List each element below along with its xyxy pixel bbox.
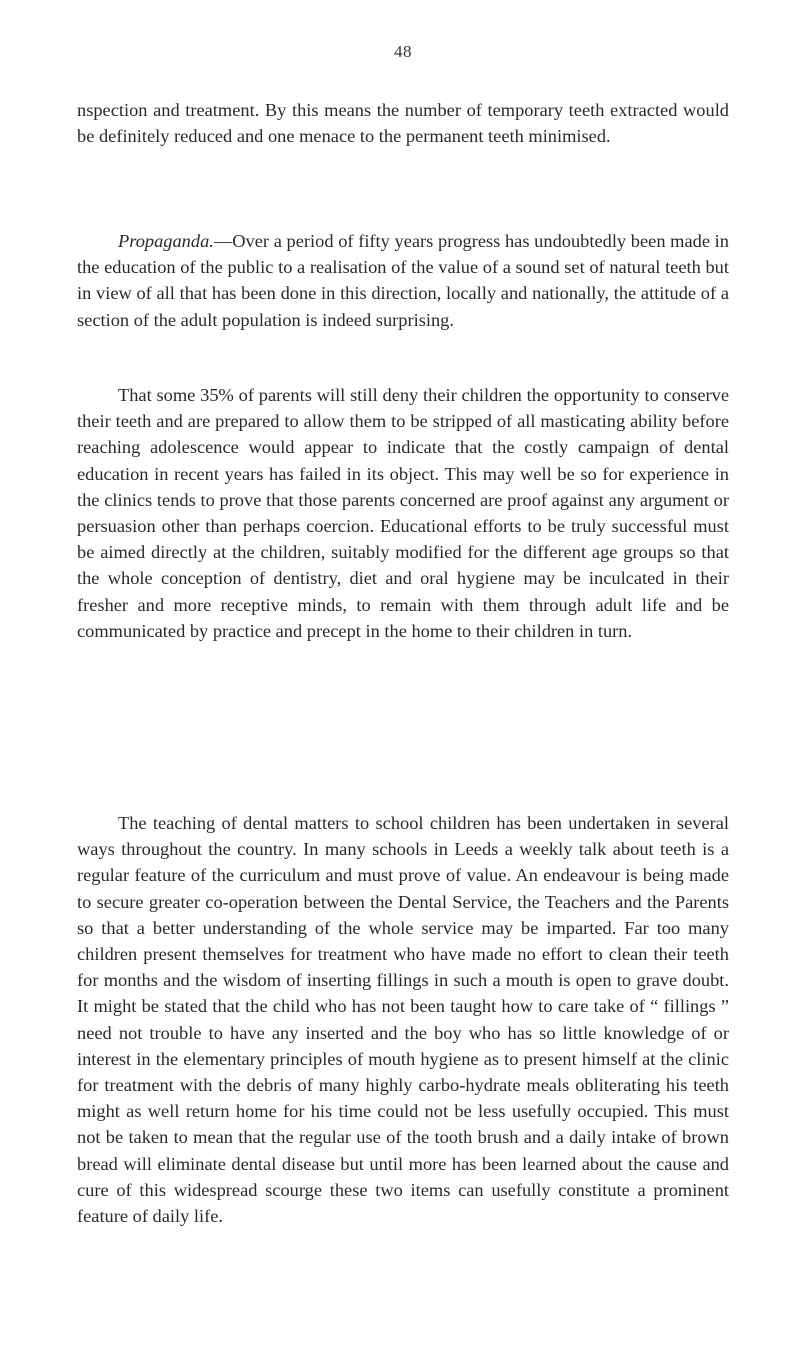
paragraph-parents-percentage: That some 35% of parents will still deny their children the opportunity to conserve their teeth and are prepared to allow them to be stripped of all masticating ability before reaching adolescence would appear to indicate that the costly campaign of dental education in recent years has failed in its object. This may well be so for experience in the clinics tends to prove that those parents concerned are proof against any argument or persuasion other than perhaps coercion. Educational efforts to be truly successful must be aimed directly at the children, suitably modified for the different age groups so that the whole conception of dentistry, diet and oral hygiene may be inculcated in their fresher and more receptive minds, to remain with them through adult life and be communicated by practice and precept in the home to their children in turn. bbox=[77, 385, 729, 641]
paragraph-teaching-dental-matters: The teaching of dental matters to school children has been undertaken in several ways throughout the country. In many schools in Leeds a weekly talk about teeth is a regular feature of the curriculum and must prove of value. An endeavour is being made to secure greater co-operation between the Dental Service, the Teachers and the Parents so that a better understanding of the whole service may be imparted. Far too many children present themselves for treatment who have made no effort to clean their teeth for months and the wisdom of inserting fillings in such a mouth is open to grave doubt. It might be stated that the child who has not been taught how to care take of “ fillings ” need not trouble to have any inserted and the boy who has so little knowledge of or interest in the elementary principles of mouth hygiene as to present himself at the clinic for treatment with the debris of many highly carbo-hydrate meals obliterating his teeth might as well return home for his time could not be less usefully occupied. This must not be taken to mean that the regular use of the tooth brush and a daily intake of brown bread will eliminate dental disease but until more has been learned about the cause and cure of this widespread scourge these two items can usefully constitute a prominent feature of daily life. bbox=[77, 813, 729, 1227]
paragraph-inspection-treatment: nspection and treatment. By this means the number of temporary teeth extracted would be definitely reduced and one menace to the permanent teeth minimised. bbox=[77, 100, 729, 147]
page-number: 48 bbox=[394, 42, 412, 61]
paragraph-propaganda-body: —Over a period of fifty years progress has undoubtedly been made in the education of the public to a realisation of the value of a sound set of natural teeth but in view of all that has been done in this direction, locally and nationally, the attitude of a section of the adult population is indeed surprising. bbox=[77, 231, 729, 330]
paragraph-propaganda bbox=[77, 228, 729, 333]
section-heading-propaganda: Propaganda. bbox=[118, 231, 214, 251]
